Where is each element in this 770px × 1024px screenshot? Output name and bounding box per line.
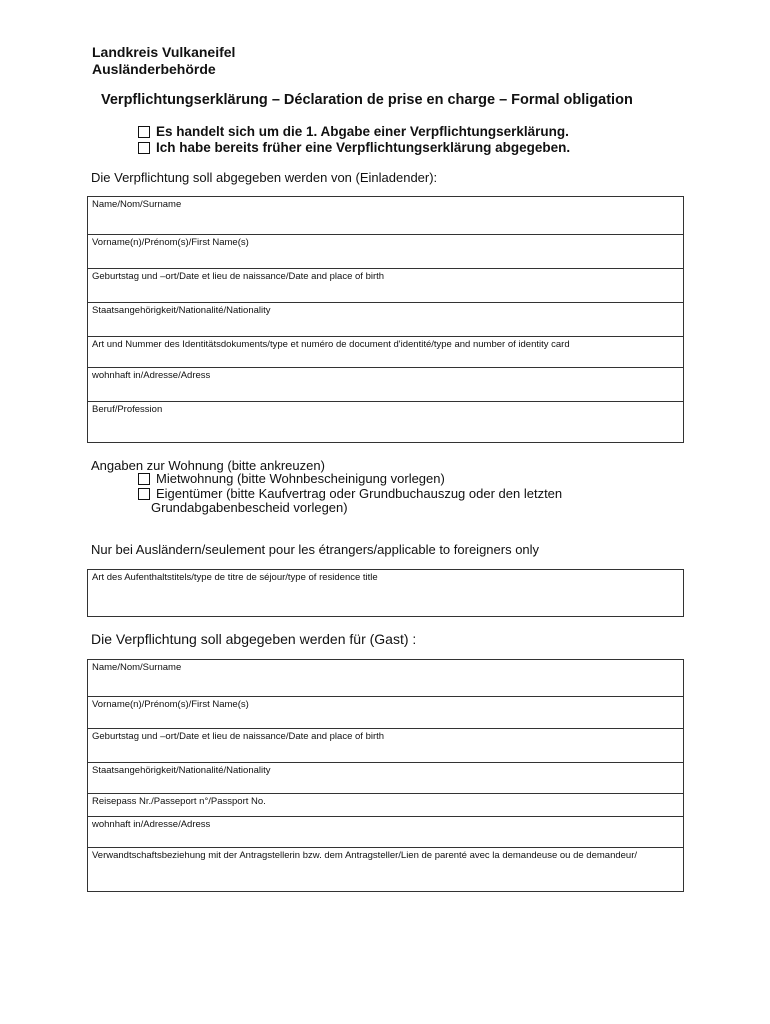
first-declaration-checkbox[interactable]: [138, 126, 150, 138]
guest-surname-field[interactable]: Name/Nom/Surname: [88, 660, 683, 697]
owner-checkbox[interactable]: [138, 488, 150, 500]
department-name: Ausländerbehörde: [92, 61, 216, 77]
foreigners-heading: Nur bei Ausländern/seulement pour les étrangers/applicable to foreigners only: [91, 542, 540, 557]
host-id-document-field[interactable]: Art und Nummer des Identitätsdokuments/type et numéro de document d'identité/type and number of identity card: [88, 337, 683, 368]
owner-label-continued: Grundabgabenbescheid vorlegen): [151, 500, 348, 515]
rental-checkbox[interactable]: [138, 473, 150, 485]
guest-table: [87, 659, 684, 892]
housing-heading: Angaben zur Wohnung (bitte ankreuzen): [91, 458, 325, 473]
host-surname-field[interactable]: Name/Nom/Surname: [88, 197, 683, 235]
guest-passport-field[interactable]: Reisepass Nr./Passeport n°/Passport No.: [88, 794, 683, 817]
host-address-field[interactable]: wohnhaft in/Adresse/Adress: [88, 368, 683, 402]
previous-declaration-label: Ich habe bereits früher eine Verpflichtungserklärung abgegeben.: [156, 140, 571, 155]
guest-section-heading: Die Verpflichtung soll abgegeben werden für (Gast) :: [91, 631, 417, 647]
previous-declaration-checkbox[interactable]: [138, 142, 150, 154]
rental-label: Mietwohnung (bitte Wohnbescheinigung vorlegen): [156, 471, 445, 486]
authority-name: Landkreis Vulkaneifel: [92, 44, 236, 60]
owner-option[interactable]: [138, 486, 562, 501]
guest-birth-field[interactable]: Geburtstag und –ort/Date et lieu de naissance/Date and place of birth: [88, 729, 683, 763]
host-profession-field[interactable]: Beruf/Profession: [92, 404, 163, 415]
host-section-heading: Die Verpflichtung soll abgegeben werden von (Einladender):: [91, 170, 438, 185]
page-title: Verpflichtungserklärung – Déclaration de prise en charge – Formal obligation: [101, 92, 633, 108]
host-table: [87, 196, 684, 443]
host-nationality-field[interactable]: Staatsangehörigkeit/Nationalité/Nationality: [88, 303, 683, 337]
first-declaration-label: Es handelt sich um die 1. Abgabe einer Verpflichtungserklärung.: [156, 124, 569, 139]
guest-nationality-field[interactable]: Staatsangehörigkeit/Nationalité/Nationality: [88, 763, 683, 794]
host-firstname-field[interactable]: Vorname(n)/Prénom(s)/First Name(s): [88, 235, 683, 269]
guest-relationship-field[interactable]: Verwandtschaftsbeziehung mit der Antragstellerin bzw. dem Antragsteller/Lien de parenté avec la demandeuse ou de demandeur/: [92, 850, 638, 861]
rental-option[interactable]: [138, 471, 445, 486]
residence-title-field[interactable]: Art des Aufenthaltstitels/type de titre de séjour/type of residence title: [92, 572, 378, 583]
owner-label: Eigentümer (bitte Kaufvertrag oder Grundbuchauszug oder den letzten: [156, 486, 563, 501]
first-declaration-option[interactable]: [138, 124, 569, 139]
residence-table: [87, 569, 684, 617]
guest-address-field[interactable]: wohnhaft in/Adresse/Adress: [88, 817, 683, 848]
previous-declaration-option[interactable]: [138, 140, 570, 155]
host-birth-field[interactable]: Geburtstag und –ort/Date et lieu de naissance/Date and place of birth: [88, 269, 683, 303]
guest-firstname-field[interactable]: Vorname(n)/Prénom(s)/First Name(s): [88, 697, 683, 729]
